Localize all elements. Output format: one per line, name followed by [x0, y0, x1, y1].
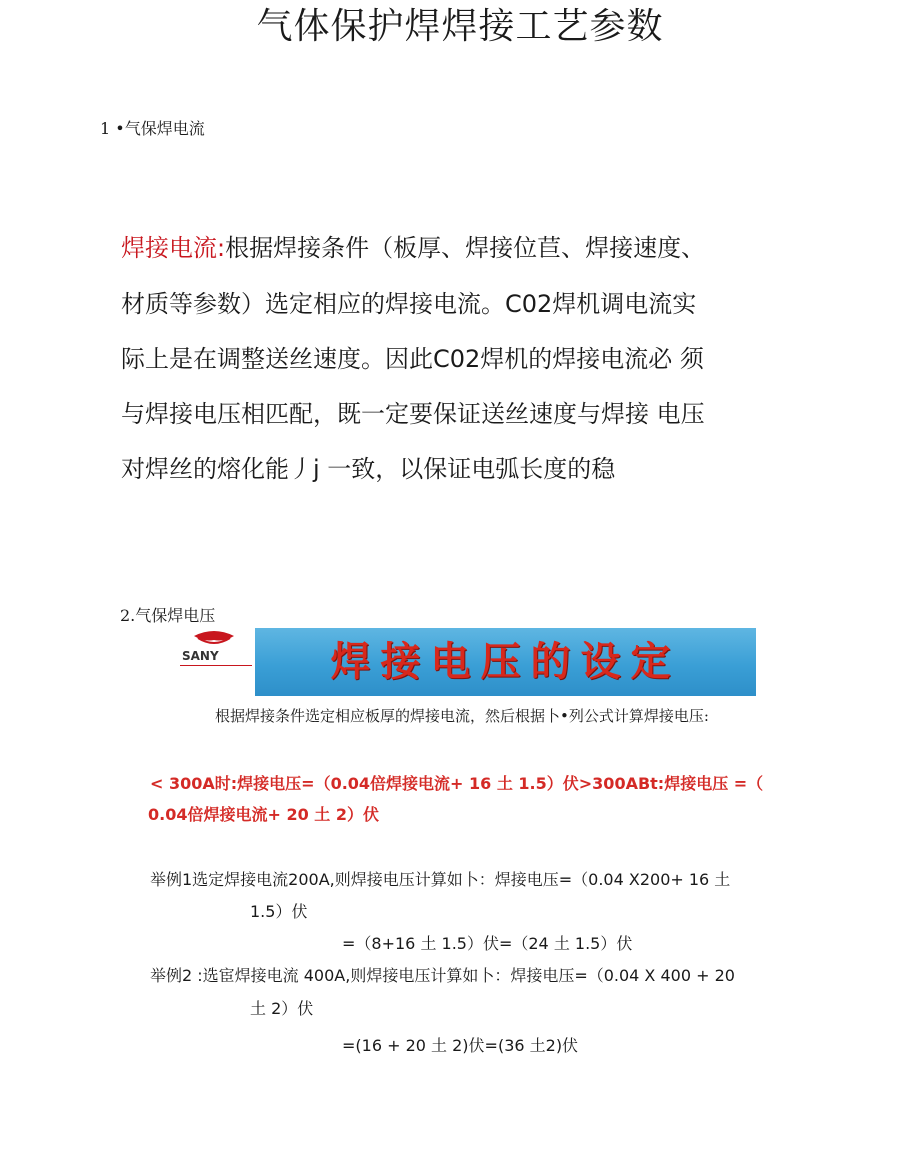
formula-line-2: 0.04倍焊接电流+ 20 土 2）伏: [148, 805, 379, 824]
section-1-heading: 1 •气保焊电流: [100, 119, 205, 138]
example-1-line-1: 举例1选定焊接电流200A,则焊接电压计算如卜：焊接电压=（0.04 X200+ 16 土: [150, 870, 731, 889]
banner-title: 焊接电压的设定: [330, 639, 681, 685]
example-2-line-1: 举例2 :选宦焊接电流 400A,则焊接电压计算如卜：焊接电压=（0.04 X 400 + 20: [150, 966, 735, 985]
page-title: 气体保护焊焊接工艺参数: [256, 6, 664, 47]
formula-line-1: < 300A时:焊接电压=（0.04倍焊接电流+ 16 土 1.5）伏>300ABt:焊接电压 =（: [150, 774, 764, 793]
paragraph-line-1: [121, 231, 705, 265]
sany-logo-text: SANY: [182, 649, 219, 663]
section-2-heading: 2.气保焊电压: [120, 606, 216, 625]
paragraph-line-5: 对焊丝的熔化能丿j 一致，以保证电弧长度的稳: [121, 455, 616, 483]
example-2-line-2: 土 2）伏: [250, 999, 314, 1018]
sany-logo: [180, 628, 248, 664]
example-1-line-3: =（8+16 土 1.5）伏=（24 土 1.5）伏: [342, 934, 633, 953]
voltage-intro: 根据焊接条件选定相应板厚的焊接电流，然后根据卜•列公式计算焊接电压:: [215, 707, 709, 725]
banner: [255, 628, 756, 696]
welding-current-label: 焊接电流:: [121, 234, 226, 262]
logo-divider: [180, 665, 252, 666]
paragraph-text-1: 根据焊接条件（板厚、焊接位苣、焊接速度、: [225, 234, 706, 262]
paragraph-line-2: 材质等参数）选定相应的焊接电流。C02焊机调电流实: [121, 290, 697, 318]
paragraph-line-3: 际上是在调整送丝速度。因此C02焊机的焊接电流必 须: [121, 345, 704, 373]
example-1-line-2: 1.5）伏: [250, 902, 308, 921]
paragraph-line-4: 与焊接电压相匹配，既一定要保证送丝速度与焊接 电压: [121, 400, 705, 428]
example-2-line-3: =(16 + 20 土 2)伏=(36 土2)伏: [342, 1036, 579, 1055]
